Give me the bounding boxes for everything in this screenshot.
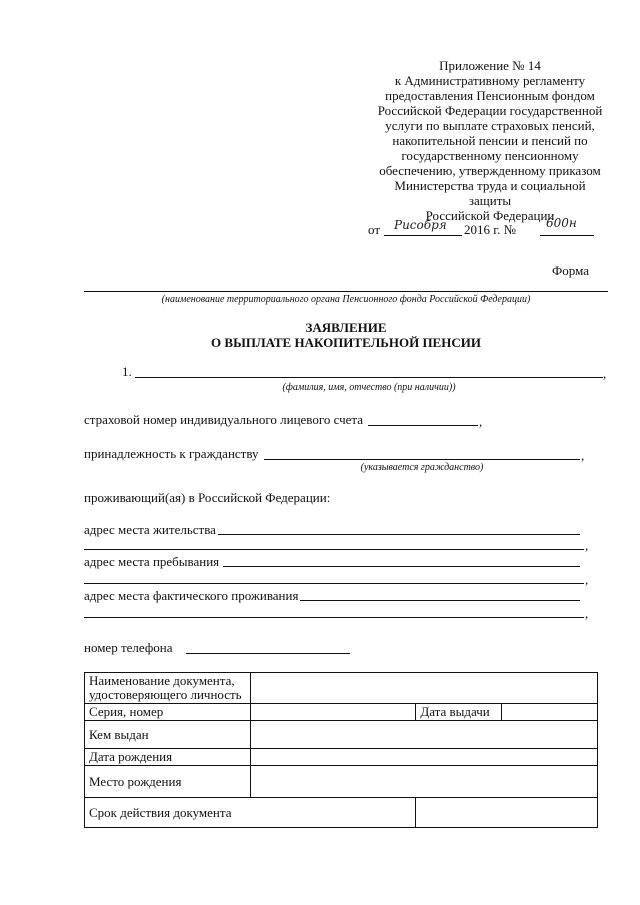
issue-date-value[interactable] [502, 704, 598, 721]
actual-comma: , [585, 606, 589, 621]
residence-label: адрес места жительства [84, 522, 216, 537]
header-line: накопительной пенсии и пенсий по [392, 133, 588, 148]
residence-field-2[interactable] [84, 549, 584, 550]
date-handwritten: Рисобря [394, 218, 447, 232]
table-row [85, 798, 598, 828]
fio-field[interactable] [135, 377, 603, 378]
org-name-line [84, 291, 608, 292]
stay-comma: , [585, 572, 589, 587]
stay-field[interactable] [223, 566, 580, 567]
fio-comma: , [603, 366, 607, 381]
birth-date-value[interactable] [250, 749, 597, 766]
issued-by-value[interactable] [250, 721, 597, 749]
snils-label: страховой номер индивидуального лицевого счета [84, 412, 364, 427]
header-line: к Административному регламенту [394, 73, 586, 88]
citizenship-label: принадлежность к гражданству [84, 446, 259, 461]
birth-place-value[interactable] [250, 766, 597, 798]
residence-field[interactable] [218, 534, 580, 535]
header-line: предоставления Пенсионным фондом [385, 88, 595, 103]
validity-label: Срок действия документа [85, 798, 416, 828]
date-underline [384, 235, 462, 236]
table-row [85, 721, 598, 749]
item-number: 1. [122, 364, 132, 379]
order-date-line [368, 216, 608, 240]
date-prefix: от [368, 222, 381, 237]
header-line: Приложение № 14 [439, 58, 541, 73]
table-row [85, 704, 598, 721]
phone-label: номер телефона [84, 640, 173, 655]
birth-place-label: Место рождения [85, 766, 251, 798]
table-row [85, 766, 598, 798]
validity-value[interactable] [416, 798, 598, 828]
title-line2: О ВЫПЛАТЕ НАКОПИТЕЛЬНОЙ ПЕНСИИ [211, 335, 481, 350]
birth-date-label: Дата рождения [85, 749, 251, 766]
doc-name-label [85, 673, 251, 704]
series-number-label: Серия, номер [85, 704, 251, 721]
appendix-header [340, 58, 640, 223]
stay-field-2[interactable] [84, 583, 584, 584]
header-line: государственному пенсионному [401, 148, 579, 163]
actual-label: адрес места фактического проживания [84, 588, 299, 603]
header-line: обеспечению, утвержденному приказом [379, 163, 601, 178]
header-line: услуги по выплате страховых пенсий, [385, 118, 595, 133]
table-row [85, 749, 598, 766]
doc-name-line2: удостоверяющего личность [89, 687, 242, 702]
doc-name-line1: Наименование документа, [89, 673, 235, 688]
fio-caption: (фамилия, имя, отчество (при наличии)) [282, 382, 456, 393]
org-name-caption: (наименование территориального органа Пенсионного фонда Российской Федерации) [161, 294, 531, 305]
header-line: Российской Федерации [425, 208, 555, 223]
number-handwritten: 600н [546, 216, 577, 230]
actual-field-2[interactable] [84, 617, 584, 618]
identity-document-table [84, 672, 598, 828]
snils-comma: , [479, 414, 483, 429]
stay-label: адрес места пребывания [84, 554, 220, 569]
table-row [85, 673, 598, 704]
residence-comma: , [585, 538, 589, 553]
date-year: 2016 г. № [464, 222, 517, 237]
forma-label: Форма [552, 263, 589, 278]
header-line: защиты [468, 193, 512, 208]
residing-label: проживающий(ая) в Российской Федерации: [84, 490, 331, 505]
snils-field[interactable] [368, 425, 478, 426]
number-underline [540, 235, 594, 236]
form-title [84, 320, 608, 350]
citizenship-field[interactable] [264, 459, 580, 460]
doc-name-value[interactable] [250, 673, 597, 704]
citizenship-caption: (указывается гражданство) [360, 462, 484, 473]
title-line1: ЗАЯВЛЕНИЕ [305, 320, 387, 335]
actual-field[interactable] [300, 600, 580, 601]
header-line: Министерства труда и социальной [394, 178, 586, 193]
issued-by-label: Кем выдан [85, 721, 251, 749]
header-line: Российской Федерации государственной [377, 103, 603, 118]
series-number-value[interactable] [250, 704, 416, 721]
phone-field[interactable] [186, 653, 350, 654]
issue-date-label: Дата выдачи [416, 704, 502, 721]
citizenship-comma: , [581, 448, 585, 463]
